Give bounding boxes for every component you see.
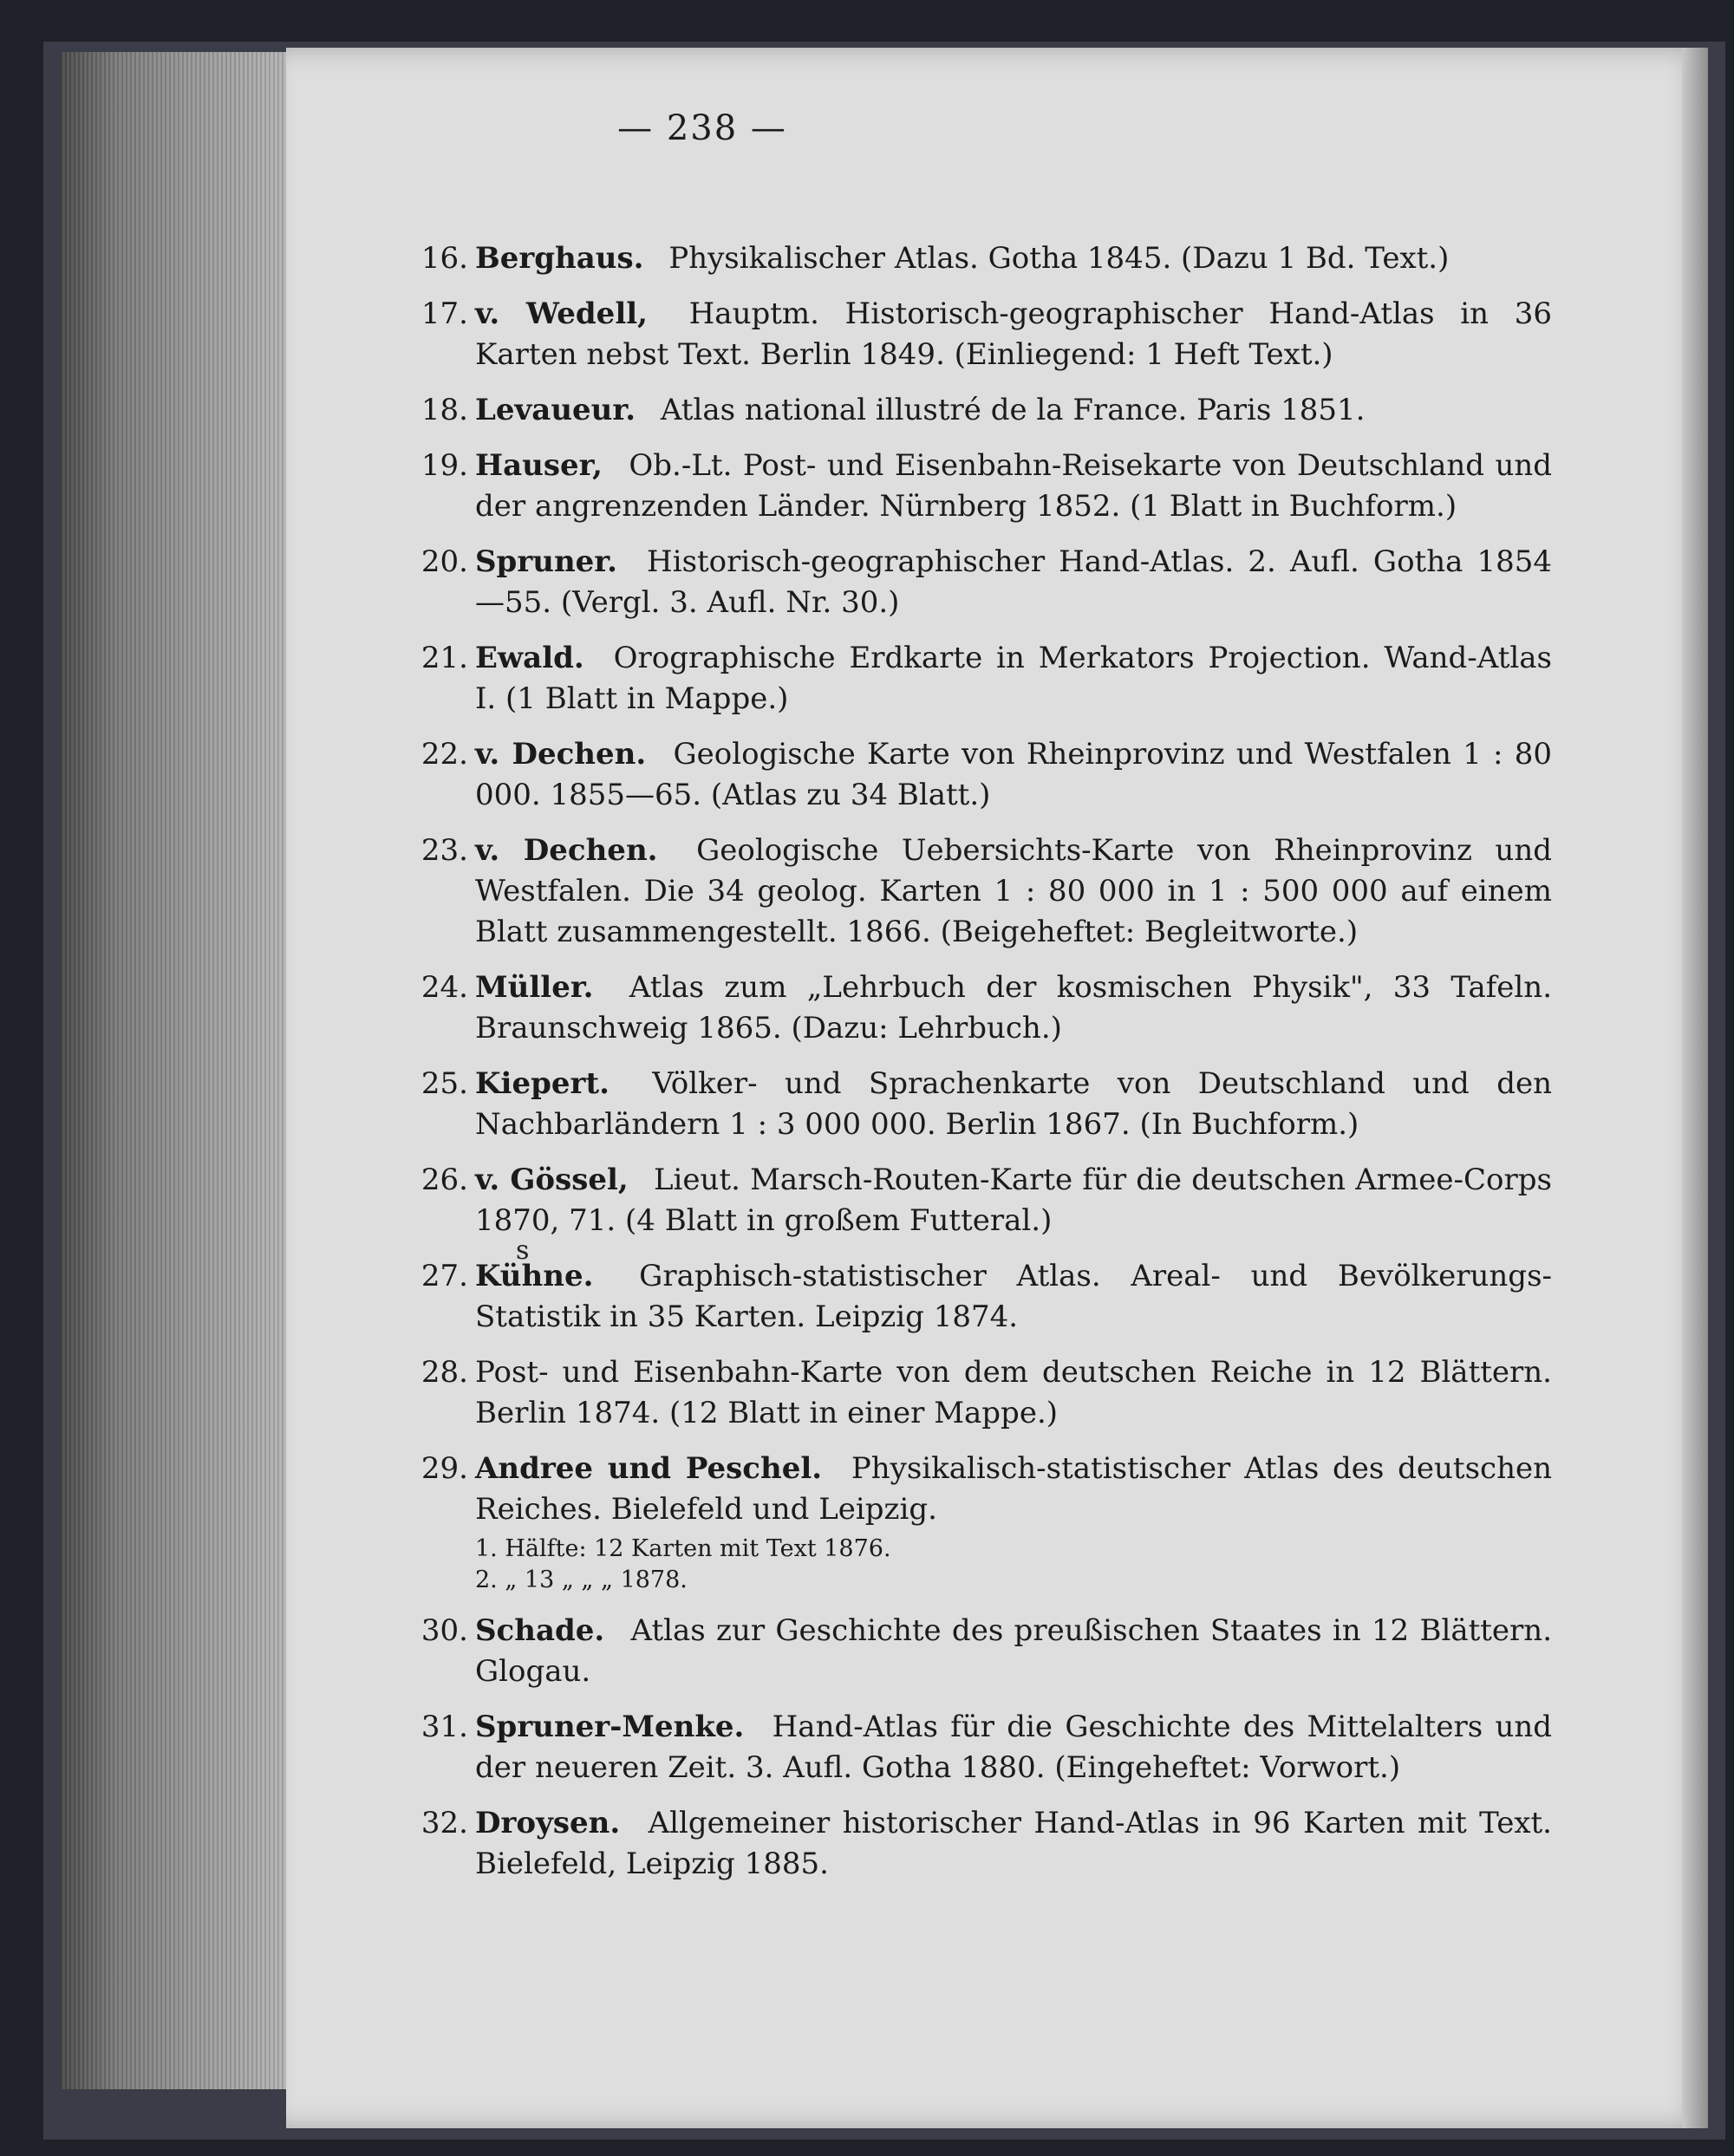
entry-number: 24. bbox=[420, 970, 468, 1005]
catalogue-list bbox=[407, 238, 1552, 1899]
page-gutter-shadow bbox=[1682, 48, 1708, 2128]
list-item bbox=[407, 1707, 1552, 1788]
sublist-item: 1. Hälfte: 12 Karten mit Text 1876. bbox=[475, 1535, 891, 1562]
entry-text: Historisch-geographischer Hand-Atlas. 2. Aufl. Gotha 1854—55. (Vergl. 3. Aufl. Nr. 30.) bbox=[475, 544, 1552, 620]
entry-number: 25. bbox=[420, 1066, 468, 1101]
list-item bbox=[407, 1352, 1552, 1434]
entry-name: Levaueur. bbox=[475, 393, 636, 427]
entry-number: 28. bbox=[420, 1355, 468, 1390]
entry-name: Kiepert. bbox=[475, 1066, 610, 1101]
entry-text: Ob.-Lt. Post- und Eisenbahn-Reisekarte von Deutschland und der angrenzenden Länder. Nürnberg 1852. (1 Blatt in Buchform.) bbox=[475, 448, 1553, 524]
sublist-item: 2. „ 13 „ „ „ 1878. bbox=[475, 1567, 688, 1593]
marginal-mark: s bbox=[516, 1235, 530, 1266]
entry-name: Schade. bbox=[475, 1613, 605, 1648]
entry-text: Völker- und Sprachenkarte von Deutschland und den Nachbarländern 1 : 3 000 000. Berlin 1867. (In Buchform.) bbox=[475, 1066, 1552, 1142]
entry-number: 22. bbox=[420, 737, 468, 772]
entry-number: 27. bbox=[420, 1259, 468, 1293]
list-item bbox=[407, 1160, 1552, 1241]
entry-text: Physikalisch-statistischer Atlas des deutschen Reiches. Bielefeld und Leipzig. bbox=[475, 1451, 1552, 1527]
entry-number: 30. bbox=[420, 1613, 468, 1648]
entry-name: Ewald. bbox=[475, 641, 584, 675]
list-item bbox=[407, 542, 1552, 623]
list-item bbox=[407, 1611, 1552, 1692]
entry-text: Physikalischer Atlas. Gotha 1845. (Dazu 1 Bd. Text.) bbox=[668, 241, 1450, 276]
entry-text: Atlas zum „Lehrbuch der kosmischen Physik", 33 Tafeln. Braunschweig 1865. (Dazu: Lehrbuch.) bbox=[475, 970, 1552, 1045]
entry-number: 18. bbox=[420, 393, 468, 427]
entry-name: v. Wedell, bbox=[475, 296, 648, 331]
entry-name: v. Dechen. bbox=[475, 833, 658, 868]
entry-number: 21. bbox=[420, 641, 468, 675]
entry-name: v. Gössel, bbox=[475, 1163, 629, 1197]
entry-number: 29. bbox=[420, 1451, 468, 1486]
entry-text: Atlas national illustré de la France. Paris 1851. bbox=[660, 393, 1366, 427]
list-item bbox=[407, 238, 1552, 279]
entry-text: Post- und Eisenbahn-Karte von dem deutschen Reiche in 12 Blättern. Berlin 1874. (12 Blatt in einer Mappe.) bbox=[475, 1355, 1552, 1430]
entry-text: Orographische Erdkarte in Merkators Projection. Wand-Atlas I. (1 Blatt in Mappe.) bbox=[475, 641, 1553, 716]
list-item bbox=[407, 1256, 1552, 1338]
entry-name: Müller. bbox=[475, 970, 594, 1005]
entry-name: Droysen. bbox=[475, 1806, 621, 1840]
entry-text: Graphisch-statistischer Atlas. Areal- und Bevölkerungs-Statistik in 35 Karten. Leipzig 1874. bbox=[475, 1259, 1553, 1334]
list-item bbox=[407, 446, 1552, 527]
entry-text: Hand-Atlas für die Geschichte des Mittelalters und der neueren Zeit. 3. Aufl. Gotha 1880. (Eingeheftet: Vorwort.) bbox=[475, 1710, 1552, 1785]
entry-number: 26. bbox=[420, 1163, 468, 1197]
entry-text: Geologische Karte von Rheinprovinz und Westfalen 1 : 80 000. 1855—65. (Atlas zu 34 Blatt.) bbox=[475, 737, 1552, 812]
entry-number: 19. bbox=[420, 448, 468, 483]
entry-text: Atlas zur Geschichte des preußischen Staates in 12 Blättern. Glogau. bbox=[475, 1613, 1553, 1689]
entry-name: Andree und Peschel. bbox=[475, 1451, 823, 1486]
entry-number: 20. bbox=[420, 544, 468, 579]
entry-name: Hauser, bbox=[475, 448, 603, 483]
entry-text: Hauptm. Historisch-geographischer Hand-Atlas in 36 Karten nebst Text. Berlin 1849. (Einliegend: 1 Heft Text.) bbox=[475, 296, 1552, 372]
list-item bbox=[407, 638, 1552, 720]
entry-number: 31. bbox=[420, 1710, 468, 1744]
list-item bbox=[407, 734, 1552, 816]
entry-name: Kühne. bbox=[475, 1259, 594, 1293]
list-item bbox=[407, 1803, 1552, 1885]
list-item bbox=[407, 294, 1552, 375]
list-item bbox=[407, 1449, 1552, 1596]
page-number: — 238 — bbox=[617, 108, 787, 148]
entry-number: 17. bbox=[420, 296, 468, 331]
list-item bbox=[407, 390, 1552, 431]
entry-name: Spruner-Menke. bbox=[475, 1710, 745, 1744]
entry-text: Allgemeiner historischer Hand-Atlas in 96 Karten mit Text. Bielefeld, Leipzig 1885. bbox=[475, 1806, 1552, 1881]
entry-number: 32. bbox=[420, 1806, 468, 1840]
list-item bbox=[407, 967, 1552, 1049]
entry-name: v. Dechen. bbox=[475, 737, 647, 772]
entry-number: 16. bbox=[420, 241, 468, 276]
list-item bbox=[407, 1064, 1552, 1145]
entry-sublist bbox=[475, 1534, 1552, 1596]
entry-number: 23. bbox=[420, 833, 468, 868]
entry-text: Lieut. Marsch-Routen-Karte für die deutschen Armee-Corps 1870, 71. (4 Blatt in großem Futteral.) bbox=[475, 1163, 1552, 1238]
entry-name: Spruner. bbox=[475, 544, 617, 579]
entry-text: Geologische Uebersichts-Karte von Rheinprovinz und Westfalen. Die 34 geolog. Karten 1 : 80 000 in 1 : 500 000 auf einem Blatt zusammengestellt. 1866. (Beigeheftet: Begleitworte.) bbox=[475, 833, 1552, 949]
page-edges bbox=[61, 52, 286, 2089]
list-item bbox=[407, 830, 1552, 953]
entry-name: Berghaus. bbox=[475, 241, 644, 276]
